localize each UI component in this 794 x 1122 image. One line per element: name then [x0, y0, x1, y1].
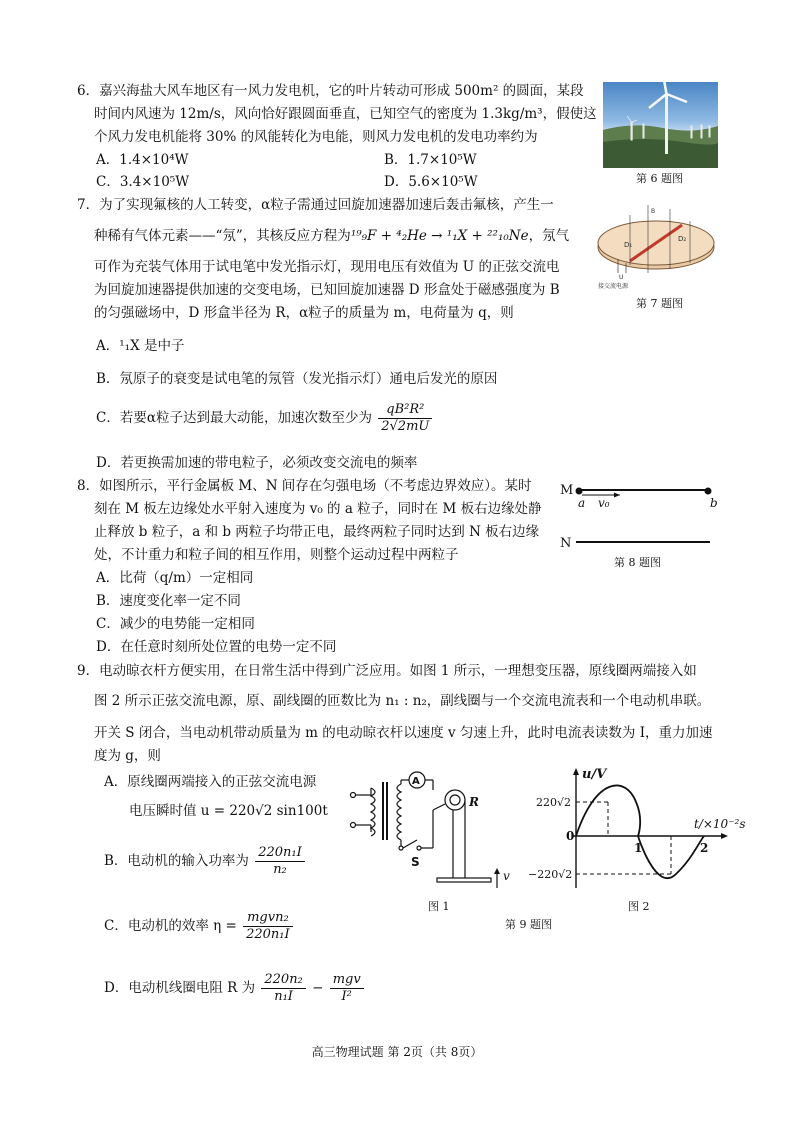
q8-label-b: b [710, 496, 718, 510]
q9-fig2-caption: 图 2 [628, 900, 650, 913]
q6-option-d: D．5.6×10⁵W [384, 174, 478, 190]
q7-line-1: 7．为了实现氟核的人工转变，α粒子需通过回旋加速器加速后轰击氟核，产生一 [77, 197, 554, 213]
cyclotron-figure [590, 203, 720, 293]
q7-fig-label-u: U [619, 274, 624, 281]
parallel-plates-figure [558, 478, 728, 552]
q7-option-c [96, 402, 434, 435]
q7-line-2-text: 种稀有气体元素——“氖”，其核反应方程为 [94, 228, 351, 244]
q6-option-c: C．3.4×10⁵W [96, 174, 190, 190]
q7-line-2 [94, 226, 569, 246]
q9-d-numerator-1: 220n₂ [261, 972, 305, 989]
q8-label-v0: v₀ [598, 496, 610, 510]
q9-tick-zero: 0 [566, 829, 575, 843]
q9-option-d [104, 972, 366, 1005]
q8-line-2: 刻在 M 板左边缘处水平射入速度为 v₀ 的 a 粒子，同时在 M 板右边缘处静 [94, 501, 542, 517]
q7-c-numerator: qB²R² [378, 402, 432, 419]
q9-option-b [104, 845, 307, 878]
q9-option-d-text: D．电动机线圈电阻 R 为 [104, 980, 256, 996]
transformer-circuit-figure [345, 770, 515, 900]
q7-figure-caption: 第 7 题图 [636, 297, 683, 310]
q8-option-c: C．减少的电势能一定相同 [96, 616, 255, 632]
q7-fig-label-b: B [651, 208, 656, 215]
q9-tick-one: 1 [634, 841, 643, 855]
q9-line-3: 开关 S 闭合，当电动机带动质量为 m 的电动晾衣杆以速度 v 匀速上升，此时电流表读数为 I，重力加速 [94, 725, 713, 741]
q9-option-a-line-1: A．原线圈两端接入的正弦交流电源 [104, 774, 317, 790]
q9-d-fraction-2 [330, 972, 364, 1005]
q9-d-denominator-1: n₁I [274, 989, 293, 1004]
q9-b-denominator: n₂ [273, 862, 287, 877]
q9-option-b-text: B．电动机的输入功率为 [104, 853, 249, 869]
q8-option-a: A．比荷（q/m）一定相同 [96, 570, 254, 586]
q6-line-2: 时间内风速为 12m/s，风向恰好跟圆面垂直，已知空气的密度为 1.3kg/m³，假使这 [94, 106, 597, 122]
q9-x-axis-label: t/×10⁻²s [694, 817, 746, 831]
q9-figure-caption: 第 9 题图 [505, 918, 552, 931]
q8-option-b: B．速度变化率一定不同 [96, 593, 241, 609]
q9-tick-max: 220√2 [536, 796, 572, 809]
q9-fig1-caption: 图 1 [428, 900, 450, 913]
q7-option-c-text: C．若要α粒子达到最大动能，加速次数至少为 [96, 410, 372, 426]
q7-option-d: D．若更换需加速的带电粒子，必须改变交流电的频率 [96, 455, 418, 471]
q9-motor-label: R [469, 795, 479, 809]
q8-label-a: a [578, 496, 586, 510]
q8-label-m: M [560, 483, 574, 498]
q7-option-b: B．氖原子的衰变是试电笔的氖管（发光指示灯）通电后发光的原因 [96, 371, 498, 387]
q9-option-a-line-2: 电压瞬时值 u = 220√2 sin100t [129, 803, 328, 819]
q7-line-2-end: ，氖气 [528, 228, 570, 244]
q7-line-4: 为回旋加速器提供加速的交变电场，已知回旋加速器 D 形盒处于磁感强度为 B [94, 282, 560, 298]
q9-switch-label: S [411, 855, 420, 869]
q9-ammeter-label: A [412, 776, 420, 787]
q9-line-4: 度为 g，则 [94, 748, 161, 764]
q7-fig-label-source: 接交流电源 [598, 283, 629, 290]
q8-option-d: D．在任意时刻所处位置的电势一定不同 [96, 639, 337, 655]
q9-d-denominator-2: I² [341, 989, 352, 1004]
q6-line-1: 6．嘉兴海盐大风车地区有一风力发电机，它的叶片转动可形成 500m² 的圆面，某段 [77, 83, 584, 99]
q9-y-axis-label: u/V [582, 767, 607, 782]
q8-line-1: 8．如图所示，平行金属板 M、N 间存在匀强电场（不考虑边界效应）。某时 [77, 478, 532, 494]
q9-velocity-label: v [503, 869, 510, 883]
q9-option-b-fraction [255, 845, 305, 878]
q9-d-numerator-2: mgv [330, 972, 364, 989]
q6-option-b: B．1.7×10⁵W [384, 152, 477, 168]
q7-option-a: A．¹₁X 是中子 [96, 338, 185, 354]
q7-c-denominator: 2√2mU [381, 419, 430, 434]
q9-c-denominator: 220n₁I [246, 927, 290, 942]
q9-option-c [104, 910, 295, 943]
q9-option-c-text: C．电动机的效率 η = [104, 918, 237, 934]
q9-line-1: 9．电动晾衣杆方便实用，在日常生活中得到广泛应用。如图 1 所示，一理想变压器，原线圈两端接入如 [77, 663, 697, 679]
q6-line-3: 个风力发电机能将 30% 的风能转化为电能，则风力发电机的发电功率约为 [94, 129, 538, 145]
q9-tick-two: 2 [700, 841, 709, 855]
q7-option-c-fraction [378, 402, 432, 435]
q9-option-c-fraction [243, 910, 293, 943]
q9-c-numerator: mgvn₂ [243, 910, 293, 927]
q7-fig-label-d1: D₁ [624, 241, 633, 249]
q8-line-3: 止释放 b 粒子，a 和 b 两粒子均带正电，最终两粒子同时达到 N 板右边缘 [94, 524, 540, 540]
q9-d-fraction-1 [261, 972, 305, 1005]
q8-line-4: 处，不计重力和粒子间的相互作用，则整个运动过程中两粒子 [94, 547, 459, 563]
q7-nuclear-equation: ¹⁹₉F + ⁴₂He → ¹₁X + ²²₁₀Ne [350, 228, 529, 244]
q9-line-2: 图 2 所示正弦交流电源，原、副线圈的匝数比为 n₁ : n₂，副线圈与一个交流电流表和一个电动机串联。 [94, 693, 711, 709]
q9-d-minus: − [312, 980, 324, 996]
q8-label-n: N [560, 536, 572, 551]
wind-turbine-photo [603, 82, 718, 168]
q9-b-numerator: 220n₁I [255, 845, 305, 862]
q7-line-5: 的匀强磁场中，D 形盒半径为 R，α粒子的质量为 m，电荷量为 q，则 [94, 305, 514, 321]
q7-fig-label-d2: D₂ [678, 235, 687, 243]
voltage-waveform-figure [526, 764, 766, 894]
q9-tick-min: −220√2 [528, 868, 573, 881]
q6-figure-caption: 第 6 题图 [636, 172, 683, 185]
q6-option-a: A．1.4×10⁴W [96, 152, 189, 168]
page-footer: 高三物理试题 第 2页（共 8页） [311, 1045, 483, 1059]
q7-line-3: 可作为充装气体用于试电笔中发光指示灯，现用电压有效值为 U 的正弦交流电 [94, 259, 560, 275]
q8-figure-caption: 第 8 题图 [614, 556, 661, 569]
